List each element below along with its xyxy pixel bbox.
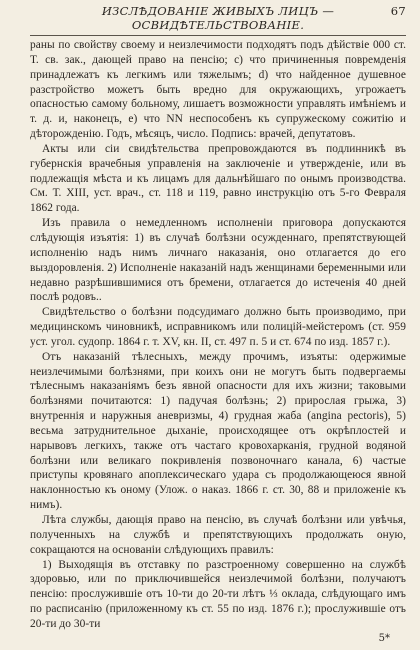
running-title: ИЗСЛѢДОВАНІЕ ЖИВЫХЪ ЛИЦЪ — ОСВИДѢТЕЛЬСТВОВАНІЕ.: [101, 4, 335, 32]
paragraph-certificate: Свидѣтельство о болѣзни подсудимаго должно быть производимо, при медицинскомъ чиновникѣ, исправникомъ или полицій-мейстеромъ (ст. 959 уст. угол. судопр. 1864 г. т. XV, кн. II, ст. 497 п. 5 и ст. 674 по изд. 1857 г.).: [30, 306, 406, 348]
paragraph-exemptions: Изъ правила о немедленномъ исполненіи приговора допускаются слѣдующія изъятія: 1) въ случаѣ болѣзни осужденнаго, препятствующей исполненію надъ нимъ личнаго наказанія, оно отлагается до его выздоровленія. 2) Исполненіе наказаній надъ женщинами беременными или недавно разрѣшившимися отъ бремени, отлагается до истеченія 40 дней послѣ родовъ..: [30, 217, 406, 304]
paragraph-service-years: Лѣта службы, дающія право на пенсію, въ случаѣ болѣзни или увѣчья, полученныхъ на службѣ и препятствующихъ продолжать оную, сокращаются на основаніи слѣдующихъ правилъ:: [30, 514, 406, 556]
paragraph-corporal-punishment: Отъ наказаній тѣлесныхъ, между прочимъ, изъяты: одержимые неизлечимыми болѣзнями, при коихъ они не могутъ быть подвергаемы тѣлеснымъ наказаніямъ безъ явной опасности для ихъ жизни; таковыми болѣзнями почитаются: 1) падучая болѣзнь; 2) прирослая грыжа, 3) внутреннія и наружныя аневризмы, 4) грудная жаба (angina pectoris), 5) весьма затруднительное дыханіе, происходящее отъ окрѣплостей и нарывовъ легкихъ, также отъ частаго кровохарканія, грудной водяной болѣзни или великаго покривленія позвоночнаго канала, 6) частые приступы кровянаго апоплексическаго удара съ продолжающеюся явной наклонностью къ оному (Улож. о наказ. 1866 г. ст. 30, 88 и приложеніе къ нимъ).: [30, 350, 406, 512]
running-header: [30, 4, 406, 36]
page-body: [30, 38, 406, 632]
signature-mark: 5*: [378, 633, 390, 644]
paragraph-acts: Акты или сіи свидѣтельства препровождаются въ подлинникѣ въ губернскія врачебныя управленія на заключеніе и утвержденіе, или въ подлежащія мѣста и къ лицамъ для дальнѣйшаго по онымъ производства. См. Т. XIII, уст. врач., ст. 118 и 119, равно инструкцію отъ 5-го Февраля 1862 года.: [30, 142, 406, 215]
paragraph-rule-1: 1) Выходящія въ отставку по разстроенному совершенно на службѣ здоровью, или по приключившейся неизлечимой болѣзни, получаютъ пенсію: прослужившіе отъ 10-ти до 20-ти лѣтъ ⅓ оклада, слѣдующаго имъ по расписанію (приложенному къ ст. 55 по изд. 1876 г.); прослужившіе отъ 20-ти до 30-ти: [30, 558, 406, 630]
paragraph-continuation: раны по свойству своему и неизлечимости подходятъ подъ дѣйствіе 000 ст. Т. св. зак., дающей право на пенсію; с) что причиненныя повремденія принадлежатъ къ легкимъ или тяжелымъ; d) что найденное душевное разстройство можетъ быть вредно для окружающихъ, угрожаетъ опасностью самому больному, лишаетъ возможности управлять имѣніемъ и т. д. и, наконецъ, е) что NN неспособенъ къ супружескому сожитію и дѣторожденію. Годъ, мѣсяцъ, число. Подпись: врачей, депутатовъ.: [30, 39, 406, 141]
page-number: 67: [390, 4, 406, 18]
